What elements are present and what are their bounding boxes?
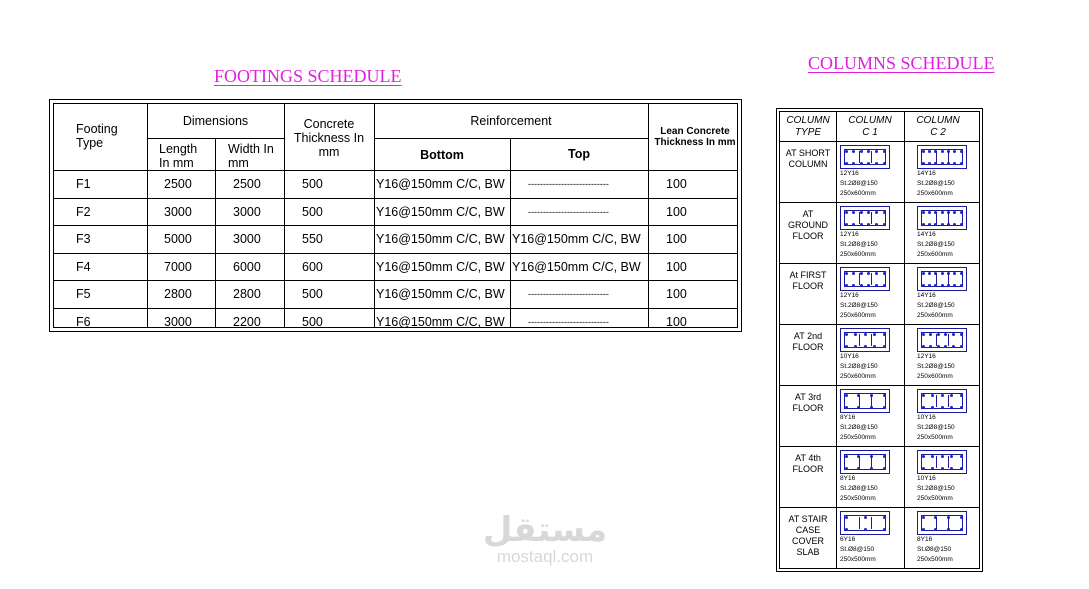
rebar-dot [867, 162, 870, 165]
column-c2-size: 250x500mm [917, 434, 953, 441]
rebar-dot [929, 333, 932, 336]
column-section-drawing [917, 206, 967, 230]
header-lean-concrete: Lean Concrete Thickness In mm [654, 126, 736, 148]
column-c1-size: 250x500mm [840, 434, 876, 441]
cell-width: 2200 [233, 314, 261, 329]
cell-width: 2500 [233, 177, 261, 191]
column-section-drawing [840, 267, 890, 291]
cell-type: F4 [76, 259, 91, 274]
column-c1-stirrups: St.2Ø8@150 [840, 362, 878, 370]
rebar-dot [845, 272, 848, 275]
column-section-drawing [840, 389, 890, 413]
cell-width: 6000 [233, 259, 261, 274]
column-c2-bars: 12Y16 [917, 353, 936, 360]
rebar-dot [883, 211, 886, 214]
cell-top: --------------------------- [528, 179, 609, 189]
rebar-dot [931, 467, 934, 470]
rebar-dot [867, 223, 870, 226]
rebar-dot [875, 223, 878, 226]
rebar-dot [960, 516, 963, 519]
rebar-dot [922, 162, 925, 165]
rebar-dot [960, 467, 963, 470]
rebar-dot [941, 150, 944, 153]
column-level-label: AT GROUND FLOOR [788, 209, 828, 241]
header-column-c2: COLUMN C 2 [916, 115, 960, 138]
rebar-dot [883, 394, 886, 397]
rebar-dot [883, 272, 886, 275]
rebar-dot [883, 345, 886, 348]
rebar-dot [845, 162, 848, 165]
rebar-dot [883, 333, 886, 336]
rebar-dot [845, 467, 848, 470]
rebar-dot [950, 455, 953, 458]
header-length: Length In mm [159, 142, 198, 170]
cell-top: --------------------------- [528, 206, 609, 217]
cell-type: F3 [76, 232, 91, 246]
rebar-dot [960, 162, 963, 165]
column-c2-stirrups: St.2Ø8@150 [917, 240, 955, 248]
column-c1-stirrups: St.2Ø8@150 [840, 301, 878, 309]
footings-table [49, 99, 742, 332]
header-concrete-thickness: Concrete Thickness In mm [293, 117, 365, 159]
rebar-dot [864, 516, 867, 519]
rebar-dot [845, 406, 848, 409]
rebar-dot [941, 162, 944, 165]
rebar-dot [950, 394, 953, 397]
rebar-dot [960, 406, 963, 409]
rebar-dot [928, 272, 931, 275]
cell-width: 3000 [233, 204, 261, 219]
column-section-drawing [840, 450, 890, 474]
rebar-dot [953, 150, 956, 153]
rebar-dot [960, 455, 963, 458]
rebar-dot [922, 467, 925, 470]
rebar-dot [952, 333, 955, 336]
rebar-dot [864, 333, 867, 336]
cell-lean: 100 [666, 204, 687, 219]
rebar-dot [931, 455, 934, 458]
cell-lean: 100 [666, 177, 687, 191]
header-bottom: Bottom [420, 148, 464, 162]
rebar-dot [960, 528, 963, 531]
rebar-dot [941, 223, 944, 226]
rebar-dot [960, 223, 963, 226]
cell-bottom: Y16@150mm C/C, BW [376, 177, 505, 191]
rebar-dot [922, 455, 925, 458]
rebar-dot [864, 345, 867, 348]
rebar-dot [864, 528, 867, 531]
rebar-dot [922, 528, 925, 531]
rebar-dot [845, 333, 848, 336]
cell-thickness: 500 [302, 287, 323, 301]
rebar-dot [941, 284, 944, 287]
rebar-dot [960, 150, 963, 153]
rebar-dot [845, 455, 848, 458]
column-section-drawing [917, 145, 967, 169]
rebar-dot [922, 284, 925, 287]
rebar-dot [852, 150, 855, 153]
rebar-dot [845, 284, 848, 287]
column-c2-size: 250x600mm [917, 190, 953, 197]
rebar-dot [953, 223, 956, 226]
rebar-dot [944, 345, 947, 348]
cell-lean: 100 [666, 287, 687, 301]
column-c2-stirrups: St.2Ø8@150 [917, 362, 955, 370]
header-column-type: COLUMN TYPE [786, 115, 830, 138]
column-c1-bars: 6Y16 [840, 536, 856, 543]
column-c2-bars: 14Y16 [917, 170, 936, 177]
rebar-dot [928, 284, 931, 287]
cell-thickness: 600 [302, 259, 323, 274]
column-c2-size: 250x600mm [917, 373, 953, 380]
rebar-dot [928, 150, 931, 153]
cell-type: F1 [76, 177, 91, 191]
rebar-dot [883, 528, 886, 531]
rebar-dot [928, 162, 931, 165]
rebar-dot [852, 272, 855, 275]
rebar-dot [883, 150, 886, 153]
column-c1-bars: 10Y16 [840, 353, 859, 360]
rebar-dot [875, 211, 878, 214]
column-c2-bars: 14Y16 [917, 231, 936, 238]
cell-length: 2500 [164, 177, 192, 191]
rebar-dot [928, 211, 931, 214]
cell-length: 3000 [164, 314, 192, 329]
rebar-dot [875, 272, 878, 275]
rebar-dot [860, 272, 863, 275]
column-c1-bars: 12Y16 [840, 170, 859, 177]
column-section-drawing [917, 511, 967, 535]
rebar-dot [845, 223, 848, 226]
column-c1-stirrups: St.2Ø8@150 [840, 423, 878, 431]
column-c1-bars: 12Y16 [840, 231, 859, 238]
cell-top: --------------------------- [528, 316, 609, 327]
cell-width: 3000 [233, 232, 261, 246]
column-level-label: AT STAIR CASE COVER SLAB [788, 514, 828, 557]
footings-schedule-title: FOOTINGS SCHEDULE [214, 66, 402, 86]
column-section-drawing [917, 328, 967, 352]
cell-thickness: 500 [302, 177, 323, 191]
cell-top: --------------------------- [528, 289, 609, 299]
rebar-dot [854, 345, 857, 348]
column-c1-size: 250x500mm [840, 495, 876, 502]
rebar-dot [860, 162, 863, 165]
rebar-dot [922, 333, 925, 336]
column-c1-size: 250x500mm [840, 556, 876, 563]
rebar-dot [854, 333, 857, 336]
rebar-dot [941, 211, 944, 214]
rebar-dot [960, 333, 963, 336]
header-reinforcement: Reinforcement [470, 114, 552, 128]
cell-length: 2800 [164, 287, 192, 301]
rebar-dot [922, 223, 925, 226]
column-c1-stirrups: St.2Ø8@150 [840, 484, 878, 492]
rebar-dot [883, 516, 886, 519]
column-c2-bars: 14Y16 [917, 292, 936, 299]
column-c1-size: 250x600mm [840, 190, 876, 197]
rebar-dot [922, 406, 925, 409]
rebar-dot [950, 467, 953, 470]
rebar-dot [950, 406, 953, 409]
column-section-drawing [840, 206, 890, 230]
column-c1-bars: 8Y16 [840, 475, 856, 482]
cell-bottom: Y16@150mm C/C, BW [376, 232, 505, 246]
column-c1-size: 250x600mm [840, 373, 876, 380]
rebar-dot [960, 394, 963, 397]
header-dimensions: Dimensions [182, 114, 249, 128]
cell-length: 3000 [164, 204, 192, 219]
rebar-dot [875, 150, 878, 153]
rebar-dot [860, 223, 863, 226]
rebar-dot [860, 150, 863, 153]
rebar-dot [922, 150, 925, 153]
rebar-dot [941, 455, 944, 458]
column-section-drawing [840, 511, 890, 535]
rebar-dot [960, 272, 963, 275]
column-c1-size: 250x600mm [840, 251, 876, 258]
column-c2-bars: 8Y16 [917, 536, 933, 543]
column-c2-stirrups: St.2Ø8@150 [917, 423, 955, 431]
rebar-dot [867, 150, 870, 153]
rebar-dot [875, 162, 878, 165]
rebar-dot [960, 284, 963, 287]
column-section-drawing [840, 328, 890, 352]
rebar-dot [953, 284, 956, 287]
column-section-drawing [840, 145, 890, 169]
rebar-dot [883, 223, 886, 226]
rebar-dot [845, 516, 848, 519]
rebar-dot [845, 394, 848, 397]
rebar-dot [883, 162, 886, 165]
rebar-dot [860, 284, 863, 287]
rebar-dot [852, 223, 855, 226]
rebar-dot [931, 406, 934, 409]
column-c2-bars: 10Y16 [917, 475, 936, 482]
rebar-dot [928, 223, 931, 226]
rebar-dot [941, 272, 944, 275]
rebar-dot [860, 211, 863, 214]
rebar-dot [845, 528, 848, 531]
header-width: Width In mm [228, 142, 274, 170]
rebar-dot [922, 211, 925, 214]
rebar-dot [867, 211, 870, 214]
rebar-dot [953, 272, 956, 275]
rebar-dot [922, 272, 925, 275]
cell-type: F6 [76, 314, 91, 329]
cell-bottom: Y16@150mm C/C, BW [376, 287, 505, 301]
watermark-arabic: مستقل [482, 510, 608, 550]
rebar-dot [845, 150, 848, 153]
rebar-dot [867, 284, 870, 287]
watermark-latin: mostaql.com [496, 547, 594, 566]
column-level-label: AT SHORT COLUMN [785, 148, 831, 169]
header-top: Top [568, 147, 590, 161]
column-c1-size: 250x600mm [840, 312, 876, 319]
rebar-dot [883, 467, 886, 470]
rebar-dot [873, 345, 876, 348]
rebar-dot [944, 333, 947, 336]
rebar-dot [937, 333, 940, 336]
rebar-dot [852, 284, 855, 287]
column-c1-bars: 8Y16 [840, 414, 856, 421]
column-c2-size: 250x600mm [917, 251, 953, 258]
header-column-c1: COLUMN C 1 [848, 115, 892, 138]
cell-top: Y16@150mm C/C, BW [512, 259, 641, 274]
rebar-dot [845, 211, 848, 214]
column-c1-stirrups: St.Ø8@150 [840, 545, 875, 553]
rebar-dot [941, 467, 944, 470]
rebar-dot [960, 211, 963, 214]
rebar-dot [922, 345, 925, 348]
column-c2-bars: 10Y16 [917, 414, 936, 421]
cell-lean: 100 [666, 259, 687, 274]
rebar-dot [929, 345, 932, 348]
column-c2-stirrups: St.2Ø8@150 [917, 179, 955, 187]
cell-type: F2 [76, 204, 91, 219]
rebar-dot [873, 333, 876, 336]
rebar-dot [883, 455, 886, 458]
rebar-dot [937, 345, 940, 348]
rebar-dot [953, 211, 956, 214]
cell-length: 5000 [164, 232, 192, 246]
cell-bottom: Y16@150mm C/C, BW [376, 204, 505, 219]
rebar-dot [931, 394, 934, 397]
rebar-dot [941, 406, 944, 409]
rebar-dot [845, 345, 848, 348]
rebar-dot [941, 394, 944, 397]
column-c1-bars: 12Y16 [840, 292, 859, 299]
columns-schedule-title: COLUMNS SCHEDULE [808, 53, 995, 73]
column-section-drawing [917, 267, 967, 291]
rebar-dot [883, 284, 886, 287]
rebar-dot [922, 394, 925, 397]
rebar-dot [852, 211, 855, 214]
cell-type: F5 [76, 287, 91, 301]
column-c2-size: 250x500mm [917, 556, 953, 563]
column-c2-stirrups: St.2Ø8@150 [917, 484, 955, 492]
cell-bottom: Y16@150mm C/C, BW [376, 314, 505, 329]
column-level-label: At FIRST FLOOR [789, 270, 827, 291]
column-c2-stirrups: St.Ø8@150 [917, 545, 952, 553]
cell-thickness: 500 [302, 204, 323, 219]
rebar-dot [953, 162, 956, 165]
column-level-label: AT 3rd FLOOR [792, 392, 824, 413]
columns-table [776, 108, 983, 572]
cell-lean: 100 [666, 314, 687, 329]
column-c2-stirrups: St.2Ø8@150 [917, 301, 955, 309]
cell-lean: 100 [666, 232, 687, 246]
column-section-drawing [917, 389, 967, 413]
mostaql-watermark [470, 512, 620, 566]
cell-thickness: 550 [302, 232, 323, 246]
column-c1-stirrups: St.2Ø8@150 [840, 179, 878, 187]
rebar-dot [952, 345, 955, 348]
cell-length: 7000 [164, 259, 192, 274]
column-c2-size: 250x600mm [917, 312, 953, 319]
rebar-dot [852, 162, 855, 165]
cell-width: 2800 [233, 287, 261, 301]
cell-thickness: 500 [302, 314, 323, 329]
column-c1-stirrups: St.2Ø8@150 [840, 240, 878, 248]
column-level-label: AT 2nd FLOOR [792, 331, 824, 352]
rebar-dot [875, 284, 878, 287]
column-section-drawing [917, 450, 967, 474]
rebar-dot [922, 516, 925, 519]
column-level-label: AT 4th FLOOR [792, 453, 824, 474]
cell-bottom: Y16@150mm C/C, BW [376, 259, 505, 274]
rebar-dot [867, 272, 870, 275]
rebar-dot [883, 406, 886, 409]
column-c2-size: 250x500mm [917, 495, 953, 502]
header-footing-type: Footing Type [76, 122, 118, 150]
cell-top: Y16@150mm C/C, BW [512, 232, 641, 246]
rebar-dot [960, 345, 963, 348]
